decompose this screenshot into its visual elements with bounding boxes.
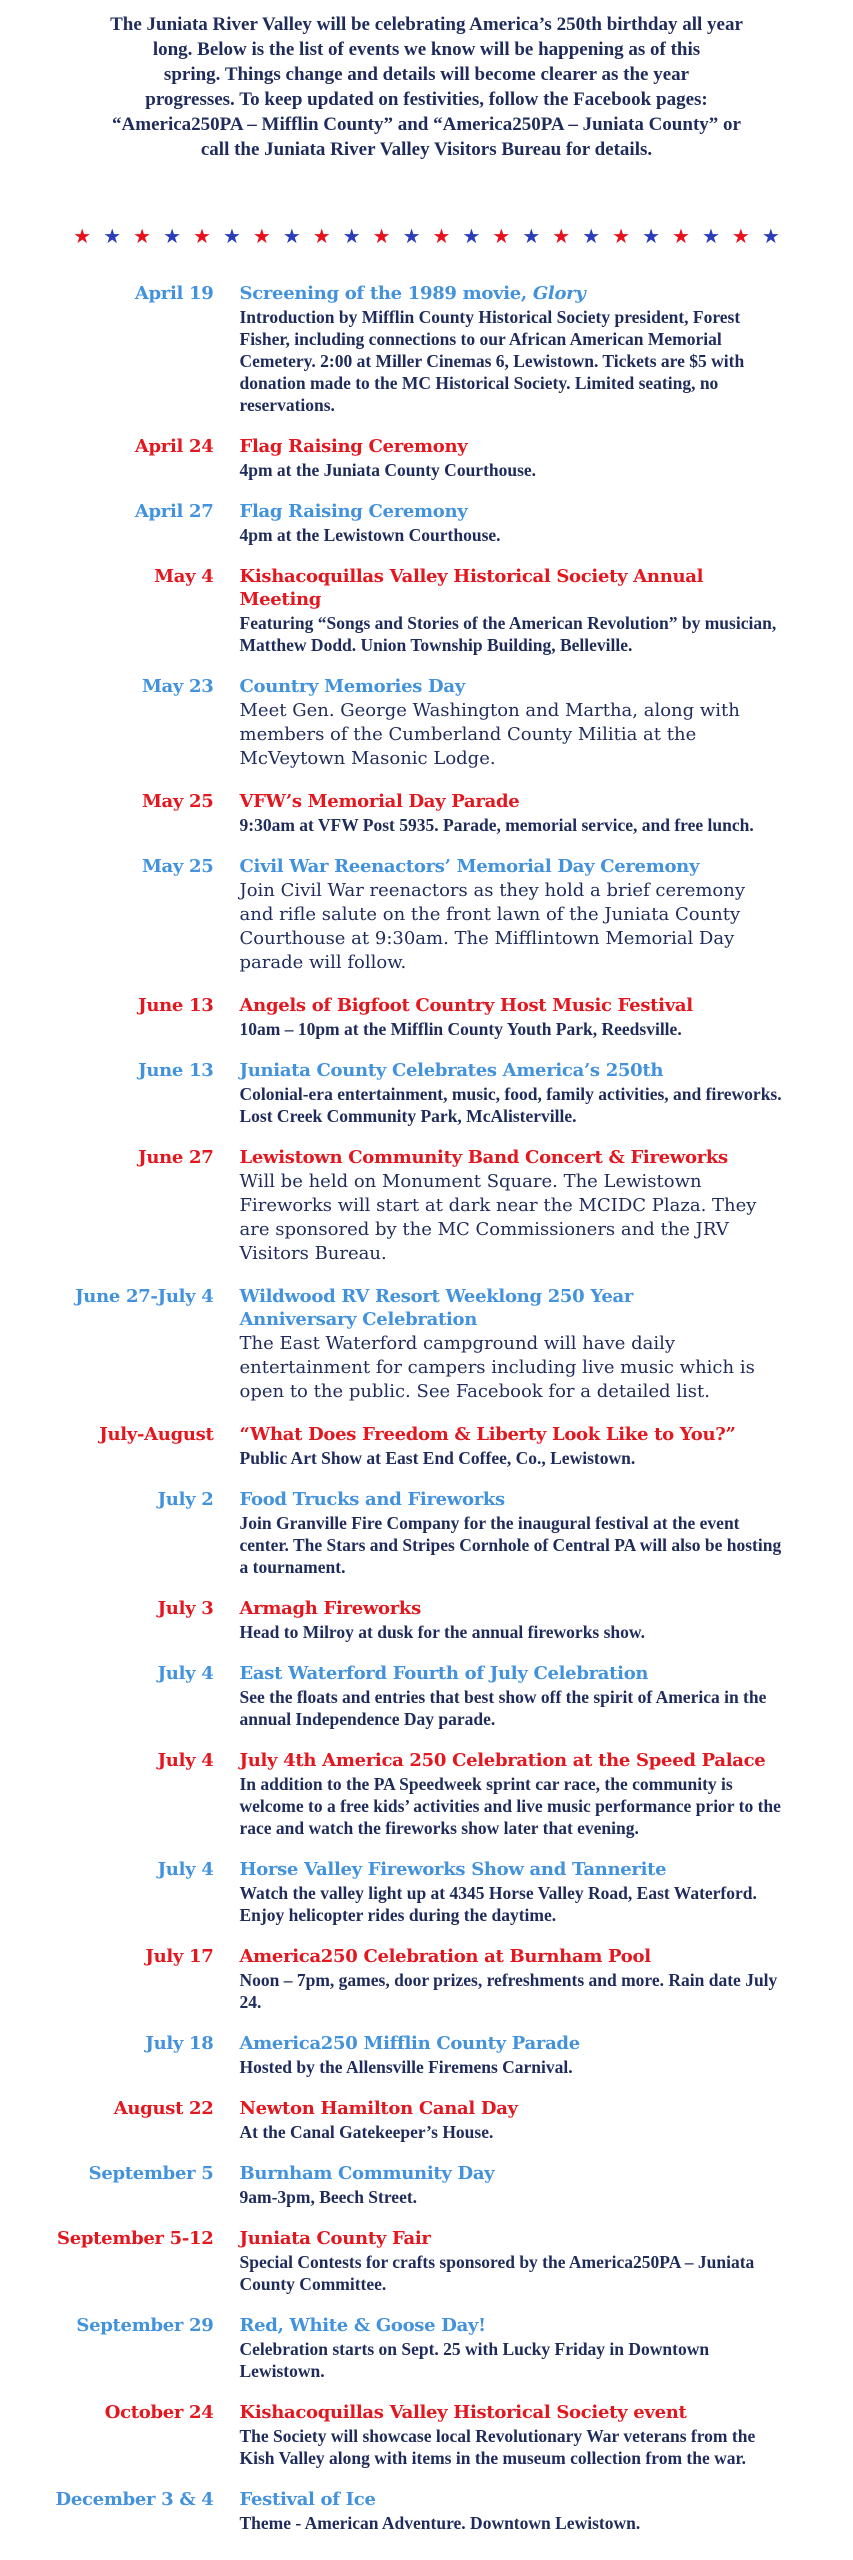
intro-line: progresses. To keep updated on festivities, follow the Facebook pages:: [145, 89, 708, 110]
event-description: Join Granville Fire Company for the inaugural festival at the event center. The Stars and Stripes Cornhole of Central PA will also be hosting a tournament.: [239, 1513, 782, 1577]
event-row: [32, 1662, 822, 1730]
event-description: Join Civil War reenactors as they hold a brief ceremony and rifle salute on the front lawn of the Juniata County Courthouse at 9:30am. The Mifflintown Memorial Day parade will follow.: [239, 880, 746, 973]
event-title-text: America250 Mifflin County Parade: [239, 2033, 580, 2054]
event-title-text: Flag Raising Ceremony: [239, 436, 468, 457]
event-title: [240, 675, 785, 698]
event-date: June 13: [138, 995, 214, 1016]
event-date: September 5: [88, 2163, 214, 2184]
event-description: Noon – 7pm, games, door prizes, refreshments and more. Rain date July 24.: [239, 1970, 778, 2012]
intro-line: spring. Things change and details will become clearer as the year: [163, 64, 690, 85]
red-star-icon: ★: [312, 224, 331, 248]
event-title: [240, 1059, 785, 1082]
event-title: [240, 790, 785, 813]
event-date: July 17: [145, 1946, 214, 1967]
event-body: [240, 1597, 785, 1643]
event-title: [240, 855, 785, 878]
event-title: [240, 1285, 785, 1331]
event-row: [32, 2314, 822, 2382]
red-star-icon: ★: [492, 224, 511, 248]
event-body: [240, 2162, 785, 2208]
event-row: [32, 790, 822, 836]
event-title-line2: Anniversary Celebration: [239, 1309, 478, 1330]
event-description: 9am-3pm, Beech Street.: [239, 2187, 418, 2207]
event-title: [240, 565, 785, 611]
event-date: July-August: [99, 1424, 214, 1445]
event-body: [240, 2488, 785, 2534]
blue-star-icon: ★: [582, 224, 601, 248]
event-date: July 18: [145, 2033, 214, 2054]
event-title: [240, 1597, 785, 1620]
event-row: [32, 1945, 822, 2013]
red-star-icon: ★: [193, 224, 211, 248]
event-description: Meet Gen. George Washington and Martha, along with members of the Cumberland County Militia at the McVeytown Masonic Lodge.: [239, 700, 740, 769]
red-star-icon: ★: [372, 224, 391, 248]
event-date: July 4: [157, 1663, 214, 1684]
event-row: [32, 1749, 822, 1839]
intro-line: The Juniata River Valley will be celebrating America’s 250th birthday all year: [110, 14, 743, 35]
event-row: [32, 565, 822, 656]
event-row: [32, 2162, 822, 2208]
event-title: [240, 2488, 785, 2511]
event-body: [240, 994, 785, 1040]
event-description: The East Waterford campground will have daily entertainment for campers including live music which is open to the public. See Facebook for a detailed list.: [239, 1333, 755, 1402]
event-row: [32, 675, 822, 771]
event-title: [240, 282, 785, 305]
event-title-text: Festival of Ice: [239, 2489, 376, 2510]
event-date: May 25: [141, 856, 214, 877]
event-title: [240, 1945, 785, 1968]
event-description: Watch the valley light up at 4345 Horse Valley Road, East Waterford. Enjoy helicopter rides during the daytime.: [239, 1883, 757, 1925]
event-date: May 4: [154, 566, 214, 587]
event-body: [240, 675, 785, 771]
event-title: [240, 2097, 785, 2120]
event-body: [240, 1423, 785, 1469]
event-body: [240, 1858, 785, 1926]
blue-star-icon: ★: [222, 224, 241, 248]
event-date: December 3 & 4: [55, 2489, 214, 2510]
event-body: [240, 2097, 785, 2143]
event-description: Special Contests for crafts sponsored by the America250PA – Juniata County Committee.: [239, 2252, 755, 2294]
event-row: [32, 2032, 822, 2078]
event-date: October 24: [104, 2402, 214, 2423]
event-row: [32, 2488, 822, 2534]
event-date: July 4: [157, 1859, 214, 1880]
event-title-text: Angels of Bigfoot Country Host Music Festival: [239, 995, 693, 1016]
event-date: July 2: [157, 1489, 214, 1510]
event-title-text: Burnham Community Day: [239, 2163, 495, 2184]
event-description: 4pm at the Lewistown Courthouse.: [239, 525, 501, 545]
event-description: Public Art Show at East End Coffee, Co., Lewistown.: [239, 1448, 636, 1468]
event-title-text: VFW’s Memorial Day Parade: [239, 791, 520, 812]
event-description: Colonial-era entertainment, music, food, family activities, and fireworks. Lost Creek Community Park, McAlisterville.: [239, 1084, 782, 1126]
event-description: See the floats and entries that best show off the spirit of America in the annual Independence Day parade.: [239, 1687, 767, 1729]
event-title-text: Flag Raising Ceremony: [239, 501, 468, 522]
event-date: April 24: [134, 436, 214, 457]
event-title-text: “What Does Freedom & Liberty Look Like to You?”: [239, 1424, 736, 1445]
event-date: September 5-12: [57, 2228, 214, 2249]
event-description: 10am – 10pm at the Mifflin County Youth Park, Reedsville.: [239, 1019, 682, 1039]
event-title-text: July 4th America 250 Celebration at the Speed Palace: [239, 1750, 766, 1771]
intro-paragraph: [32, 12, 822, 162]
event-title-text: Country Memories Day: [239, 676, 465, 697]
intro-line: “America250PA – Mifflin County” and “America250PA – Juniata County” or: [112, 114, 741, 135]
intro-line: call the Juniata River Valley Visitors Bureau for details.: [200, 139, 653, 160]
event-body: [240, 2032, 785, 2078]
event-title: [240, 2314, 785, 2337]
event-description: Will be held on Monument Square. The Lewistown Fireworks will start at dark near the MCIDC Plaza. They are sponsored by the MC Commissioners and the JRV Visitors Bureau.: [239, 1171, 757, 1264]
event-description: 9:30am at VFW Post 5935. Parade, memorial service, and free lunch.: [239, 815, 754, 835]
event-title-text: Armagh Fireworks: [239, 1598, 421, 1619]
event-row: [32, 1423, 822, 1469]
event-body: [240, 565, 785, 656]
event-body: [240, 1285, 785, 1404]
event-title: [240, 2162, 785, 2185]
event-title-text: Wildwood RV Resort Weeklong 250 Year: [239, 1286, 634, 1307]
event-title-text: Horse Valley Fireworks Show and Tannerite: [239, 1859, 667, 1880]
event-date: May 23: [141, 676, 214, 697]
blue-star-icon: ★: [163, 224, 181, 248]
event-title: [240, 2032, 785, 2055]
red-star-icon: ★: [133, 224, 152, 248]
event-row: [32, 1488, 822, 1578]
event-body: [240, 790, 785, 836]
event-description: The Society will showcase local Revolutionary War veterans from the Kish Valley along with items in the museum collection from the war.: [239, 2426, 756, 2468]
event-row: [32, 435, 822, 481]
event-body: [240, 1662, 785, 1730]
event-description: Celebration starts on Sept. 25 with Lucky Friday in Downtown Lewistown.: [239, 2339, 710, 2381]
event-title: [240, 1146, 785, 1169]
event-date: August 22: [113, 2098, 214, 2119]
event-title-text: Kishacoquillas Valley Historical Society Annual Meeting: [239, 566, 704, 610]
event-date: June 27-July 4: [75, 1286, 214, 1307]
star-divider: [0, 226, 853, 246]
red-star-icon: ★: [73, 224, 92, 248]
blue-star-icon: ★: [282, 224, 301, 248]
event-date: June 13: [138, 1060, 214, 1081]
blue-star-icon: ★: [342, 224, 361, 248]
red-star-icon: ★: [672, 224, 690, 248]
event-title: [240, 1423, 785, 1446]
event-title-text: Civil War Reenactors’ Memorial Day Ceremony: [239, 856, 700, 877]
event-body: [240, 2314, 785, 2382]
event-body: [240, 2401, 785, 2469]
event-title-text: Juniata County Fair: [239, 2228, 431, 2249]
blue-star-icon: ★: [761, 224, 780, 248]
event-description: Theme - American Adventure. Downtown Lewistown.: [239, 2513, 641, 2533]
event-title-text: Red, White & Goose Day!: [239, 2315, 486, 2336]
blue-star-icon: ★: [642, 224, 660, 248]
event-row: [32, 2227, 822, 2295]
event-body: [240, 435, 785, 481]
event-row: [32, 1597, 822, 1643]
event-row: [32, 1146, 822, 1266]
event-row: [32, 1858, 822, 1926]
event-date: June 27: [138, 1147, 214, 1168]
event-title: [240, 1662, 785, 1685]
event-description: At the Canal Gatekeeper’s House.: [239, 2122, 494, 2142]
event-title-italic: Glory: [532, 283, 586, 304]
event-row: [32, 500, 822, 546]
red-star-icon: ★: [731, 224, 750, 248]
event-title-text: Lewistown Community Band Concert & Fireworks: [239, 1147, 728, 1168]
event-description: Head to Milroy at dusk for the annual fireworks show.: [239, 1622, 645, 1642]
event-row: [32, 282, 822, 416]
red-star-icon: ★: [252, 224, 271, 248]
event-body: [240, 1945, 785, 2013]
event-description: Introduction by Mifflin County Historical Society president, Forest Fisher, including connections to our African American Memorial Cemetery. 2:00 at Miller Cinemas 6, Lewistown. Tickets are $5 with donation made to the MC Historical Society. Limited seating, no reservations.: [239, 307, 745, 415]
event-title: [240, 500, 785, 523]
event-row: [32, 2097, 822, 2143]
blue-star-icon: ★: [701, 224, 720, 248]
red-star-icon: ★: [432, 224, 451, 248]
event-title-text: East Waterford Fourth of July Celebration: [239, 1663, 649, 1684]
event-body: [240, 2227, 785, 2295]
event-description: Hosted by the Allensville Firemens Carnival.: [239, 2057, 573, 2077]
event-body: [240, 1146, 785, 1266]
event-date: July 3: [157, 1598, 214, 1619]
event-body: [240, 500, 785, 546]
event-body: [240, 1059, 785, 1127]
event-title: [240, 435, 785, 458]
event-row: [32, 1059, 822, 1127]
event-list: [32, 282, 822, 2534]
event-row: [32, 1285, 822, 1404]
red-star-icon: ★: [552, 224, 571, 248]
blue-star-icon: ★: [402, 224, 421, 248]
intro-line: long. Below is the list of events we know will be happening as of this: [152, 39, 701, 60]
event-title-text: Newton Hamilton Canal Day: [239, 2098, 518, 2119]
red-star-icon: ★: [612, 224, 631, 248]
event-body: [240, 282, 785, 416]
event-title-text: America250 Celebration at Burnham Pool: [239, 1946, 651, 1967]
event-row: [32, 855, 822, 975]
event-body: [240, 855, 785, 975]
blue-star-icon: ★: [522, 224, 541, 248]
event-title-text: Kishacoquillas Valley Historical Society event: [239, 2402, 687, 2423]
event-title: [240, 2227, 785, 2250]
event-title-text: Screening of the 1989 movie,: [239, 283, 533, 304]
event-title: [240, 2401, 785, 2424]
event-title: [240, 1858, 785, 1881]
event-date: May 25: [141, 791, 214, 812]
event-description: Featuring “Songs and Stories of the American Revolution” by musician, Matthew Dodd. Union Township Building, Belleville.: [239, 613, 777, 655]
event-title-text: Food Trucks and Fireworks: [239, 1489, 505, 1510]
event-date: April 19: [134, 283, 214, 304]
blue-star-icon: ★: [103, 224, 122, 248]
event-date: April 27: [134, 501, 214, 522]
event-body: [240, 1488, 785, 1578]
event-title: [240, 1488, 785, 1511]
event-title-text: Juniata County Celebrates America’s 250th: [239, 1060, 664, 1081]
event-date: September 29: [76, 2315, 214, 2336]
event-date: July 4: [157, 1750, 214, 1771]
event-row: [32, 994, 822, 1040]
event-title: [240, 994, 785, 1017]
event-description: In addition to the PA Speedweek sprint car race, the community is welcome to a free kids’ activities and live music performance prior to the race and watch the fireworks show later that evening.: [239, 1774, 781, 1838]
event-title: [240, 1749, 785, 1772]
event-row: [32, 2401, 822, 2469]
blue-star-icon: ★: [462, 224, 481, 248]
event-body: [240, 1749, 785, 1839]
event-description: 4pm at the Juniata County Courthouse.: [239, 460, 537, 480]
